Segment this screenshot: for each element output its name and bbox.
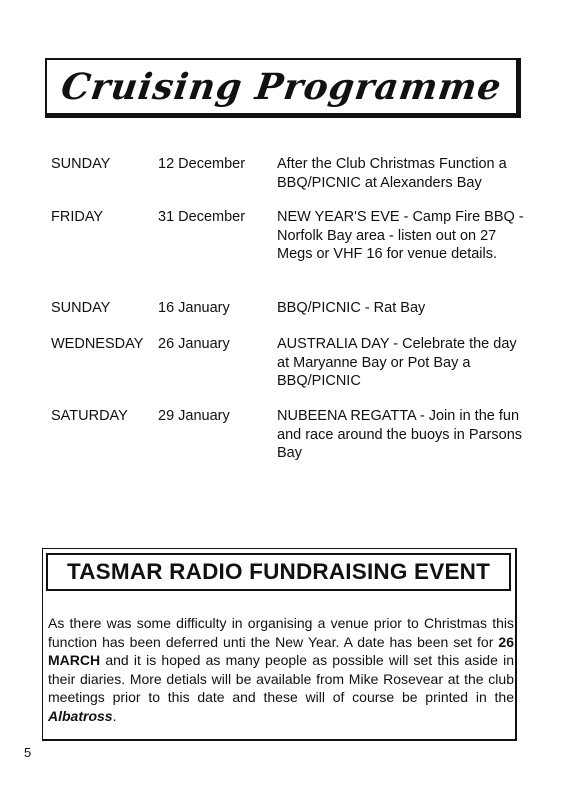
fundraising-box: [42, 548, 517, 741]
event-description: After the Club Christmas Function a BBQ/PICNIC at Alexanders Bay: [277, 156, 507, 191]
schedule-entry: [51, 299, 531, 318]
event-date: 12 December: [158, 156, 246, 172]
fundraising-body: [48, 614, 514, 725]
page-number: 5: [24, 745, 32, 760]
event-day: SATURDAY: [51, 408, 128, 424]
event-date: 16 January: [158, 300, 230, 316]
fundraising-text: As there was some difficulty in organising a venue prior to Christmas this function has been deferred unti the New Year. A date has been set for: [48, 615, 514, 650]
event-date: 29 January: [158, 408, 230, 424]
event-day: WEDNESDAY: [51, 336, 144, 352]
page-title: Cruising Programme: [58, 66, 505, 108]
schedule-entry: [51, 208, 531, 264]
event-date-highlight: 26 MARCH: [48, 633, 514, 668]
title-box: [45, 58, 521, 118]
publication-name: Albatross: [48, 707, 113, 724]
event-day: FRIDAY: [51, 209, 104, 225]
event-description: NEW YEAR'S EVE - Camp Fire BBQ - Norfolk Bay area - listen out on 27 Megs or VHF 16 for venue details.: [277, 209, 524, 262]
fundraising-heading: TASMAR RADIO FUNDRAISING EVENT: [46, 553, 511, 591]
event-day: SUNDAY: [51, 156, 111, 172]
schedule-entry: [51, 155, 531, 192]
event-date: 26 January: [158, 336, 230, 352]
schedule-entry: [51, 407, 531, 463]
event-description: BBQ/PICNIC - Rat Bay: [277, 300, 426, 316]
fundraising-text: and it is hoped as many people as possible will set this aside in their diaries. More detials will be available from Mike Rosevear at the club meetings prior to this date and these will of course be printed in the: [48, 652, 514, 705]
event-description: AUSTRALIA DAY - Celebrate the day at Maryanne Bay or Pot Bay a BBQ/PICNIC: [277, 336, 517, 389]
event-description: NUBEENA REGATTA - Join in the fun and race around the buoys in Parsons Bay: [277, 408, 523, 461]
event-day: SUNDAY: [51, 300, 111, 316]
schedule-entry: [51, 335, 531, 391]
event-date: 31 December: [158, 209, 246, 225]
fundraising-text-end: .: [112, 707, 117, 724]
